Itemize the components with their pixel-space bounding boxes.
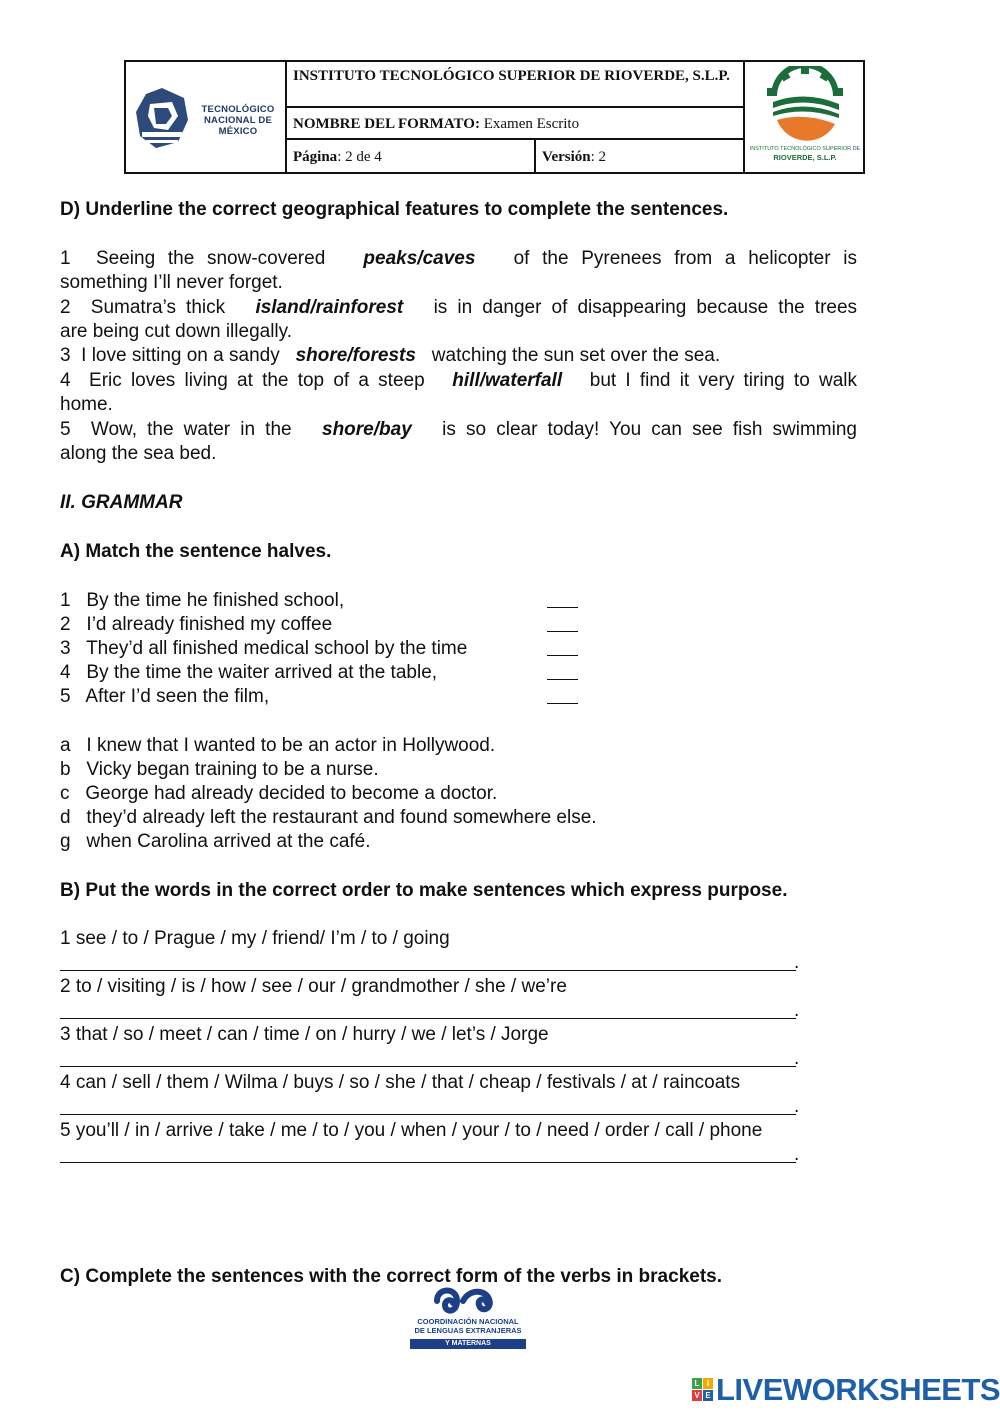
cnl-logo <box>404 1283 532 1351</box>
item-text-after: watching the sun set over the sea. <box>431 345 721 366</box>
institute-name: INSTITUTO TECNOLÓGICO SUPERIOR DE RIOVERDE, S.L.P. <box>287 62 743 108</box>
ending-letter: c <box>60 783 70 804</box>
document-header <box>124 60 865 174</box>
answer-line-2[interactable] <box>60 1018 796 1019</box>
item-number: 3 <box>60 345 71 366</box>
scramble-1: 1 see / to / Prague / my / friend/ I’m / to / going <box>60 928 450 949</box>
section-d-item-5-cont: along the sea bed. <box>60 443 217 464</box>
half-3 <box>60 637 467 661</box>
ending-c <box>60 782 497 806</box>
item-text-before: Sumatra’s thick <box>90 297 226 318</box>
format-label: NOMBRE DEL FORMATO: <box>293 116 480 132</box>
format-value: Examen Escrito <box>483 116 580 132</box>
cnl-line-1: COORDINACIÓN NACIONAL <box>417 1317 519 1326</box>
item-text-before: Wow, the water in the <box>90 419 292 440</box>
ending-a <box>60 734 495 758</box>
itsr-small-text: INSTITUTO TECNOLÓGICO SUPERIOR DE <box>749 146 861 152</box>
ending-letter: d <box>60 807 71 828</box>
ending-letter: b <box>60 759 71 780</box>
item-text-after: is in danger of disappearing because the trees <box>433 297 858 318</box>
item-text-after: is so clear today! You can see fish swimming <box>442 419 857 440</box>
item-number: 1 <box>60 248 71 269</box>
item-text-before: Eric loves living at the top of a steep <box>89 370 425 391</box>
ending-letter: g <box>60 831 71 852</box>
grammar-title: II. GRAMMAR <box>60 492 183 513</box>
scramble-4: 4 can / sell / them / Wilma / buys / so / she / that / cheap / festivals / at / raincoats <box>60 1072 741 1093</box>
ending-text: I knew that I wanted to be an actor in Hollywood. <box>86 735 496 756</box>
section-d-item-2-cont: are being cut down illegally. <box>60 321 293 342</box>
section-d-item-1-cont: something I’ll never forget. <box>60 272 283 293</box>
match-blank-5[interactable] <box>547 703 578 704</box>
item-number: 4 <box>60 370 71 391</box>
ending-b <box>60 758 379 782</box>
scramble-5: 5 you’ll / in / arrive / take / me / to / you / when / your / to / need / order / call / phone <box>60 1120 763 1141</box>
section-d-item-4-cont: home. <box>60 394 113 415</box>
answer-period-2: . <box>794 1000 800 1021</box>
format-name-row <box>287 108 743 140</box>
version-row <box>536 140 743 172</box>
cnl-text <box>404 1317 532 1335</box>
section-d-heading: D) Underline the correct geographical features to complete the sentences. <box>60 199 729 220</box>
item-text-after: but I find it very tiring to walk <box>589 370 857 391</box>
half-number: 1 <box>60 590 71 611</box>
half-text: They’d all finished medical school by the time <box>86 638 468 659</box>
page-label: Página <box>293 149 338 165</box>
item-text-before: Seeing the snow-covered <box>96 248 326 269</box>
itsr-logo-text <box>745 146 865 162</box>
tnm-logo-text: TECNOLÓGICO NACIONAL DE MÉXICO <box>201 104 275 137</box>
cnl-bar: Y MATERNAS <box>410 1339 526 1349</box>
section-d-item-4 <box>60 369 857 393</box>
item-number: 2 <box>60 297 71 318</box>
half-text: By the time he finished school, <box>86 590 345 611</box>
scramble-3: 3 that / so / meet / can / time / on / hurry / we / let’s / Jorge <box>60 1024 549 1045</box>
half-text: By the time the waiter arrived at the table, <box>86 662 438 683</box>
half-text: After I’d seen the film, <box>85 686 270 707</box>
ending-letter: a <box>60 735 71 756</box>
section-d-item-2 <box>60 296 857 320</box>
page-value: : 2 de 4 <box>337 149 382 165</box>
badge-letter: L <box>692 1378 702 1389</box>
half-2 <box>60 613 332 637</box>
answer-period-3: . <box>794 1048 800 1069</box>
item-options[interactable]: shore/bay <box>322 419 412 440</box>
cnl-line-2: DE LENGUAS EXTRANJERAS <box>414 1326 522 1335</box>
item-options[interactable]: island/rainforest <box>255 297 404 318</box>
half-4 <box>60 661 437 685</box>
item-options[interactable]: peaks/caves <box>363 248 476 269</box>
section-d-item-5 <box>60 418 857 442</box>
half-5 <box>60 685 269 709</box>
match-blank-1[interactable] <box>547 607 578 608</box>
itsr-emblem-icon <box>763 66 847 146</box>
half-number: 4 <box>60 662 71 683</box>
ending-text: when Carolina arrived at the café. <box>86 831 371 852</box>
tnm-emblem-icon <box>132 84 192 154</box>
half-number: 2 <box>60 614 71 635</box>
badge-letter: E <box>703 1390 713 1401</box>
ending-text: Vicky began training to be a nurse. <box>86 759 379 780</box>
match-blank-3[interactable] <box>547 655 578 656</box>
ending-text: George had already decided to become a doctor. <box>85 783 498 804</box>
scramble-2: 2 to / visiting / is / how / see / our / grandmother / she / we’re <box>60 976 567 997</box>
page-row <box>287 140 536 172</box>
tecnologico-nacional-logo <box>126 62 287 172</box>
answer-period-4: . <box>794 1096 800 1117</box>
version-label: Versión <box>542 149 591 165</box>
section-d-item-1 <box>60 247 857 271</box>
half-number: 3 <box>60 638 71 659</box>
item-options[interactable]: hill/waterfall <box>452 370 563 391</box>
section-c-heading: C) Complete the sentences with the correct form of the verbs in brackets. <box>60 1266 722 1287</box>
ending-g <box>60 830 371 854</box>
answer-line-4[interactable] <box>60 1114 796 1115</box>
liveworksheets-badge-icon <box>692 1378 714 1402</box>
half-number: 5 <box>60 686 71 707</box>
answer-line-1[interactable] <box>60 970 796 971</box>
match-blank-2[interactable] <box>547 631 578 632</box>
half-1 <box>60 589 344 613</box>
answer-period-1: . <box>794 952 800 973</box>
section-a-heading: A) Match the sentence halves. <box>60 541 332 562</box>
item-options[interactable]: shore/forests <box>295 345 416 366</box>
answer-period-5: . <box>794 1144 800 1165</box>
item-text-before: I love sitting on a sandy <box>81 345 280 366</box>
itsr-big-text: RIOVERDE, S.L.P. <box>773 152 837 162</box>
badge-letter: I <box>703 1378 713 1389</box>
half-text: I’d already finished my coffee <box>86 614 333 635</box>
ending-d <box>60 806 597 830</box>
item-text-after: of the Pyrenees from a helicopter is <box>513 248 858 269</box>
ending-text: they’d already left the restaurant and found somewhere else. <box>86 807 597 828</box>
cnl-wave-icon <box>433 1283 503 1317</box>
badge-letter: V <box>692 1390 702 1401</box>
liveworksheets-wordmark: LIVEWORKSHEETS <box>716 1372 1000 1407</box>
section-d-item-3 <box>60 344 720 368</box>
section-b-heading: B) Put the words in the correct order to make sentences which express purpose. <box>60 880 788 901</box>
item-number: 5 <box>60 419 71 440</box>
version-value: : 2 <box>590 149 607 165</box>
itsr-logo <box>743 62 863 172</box>
match-blank-4[interactable] <box>547 679 578 680</box>
answer-line-5[interactable] <box>60 1162 796 1163</box>
answer-line-3[interactable] <box>60 1066 796 1067</box>
